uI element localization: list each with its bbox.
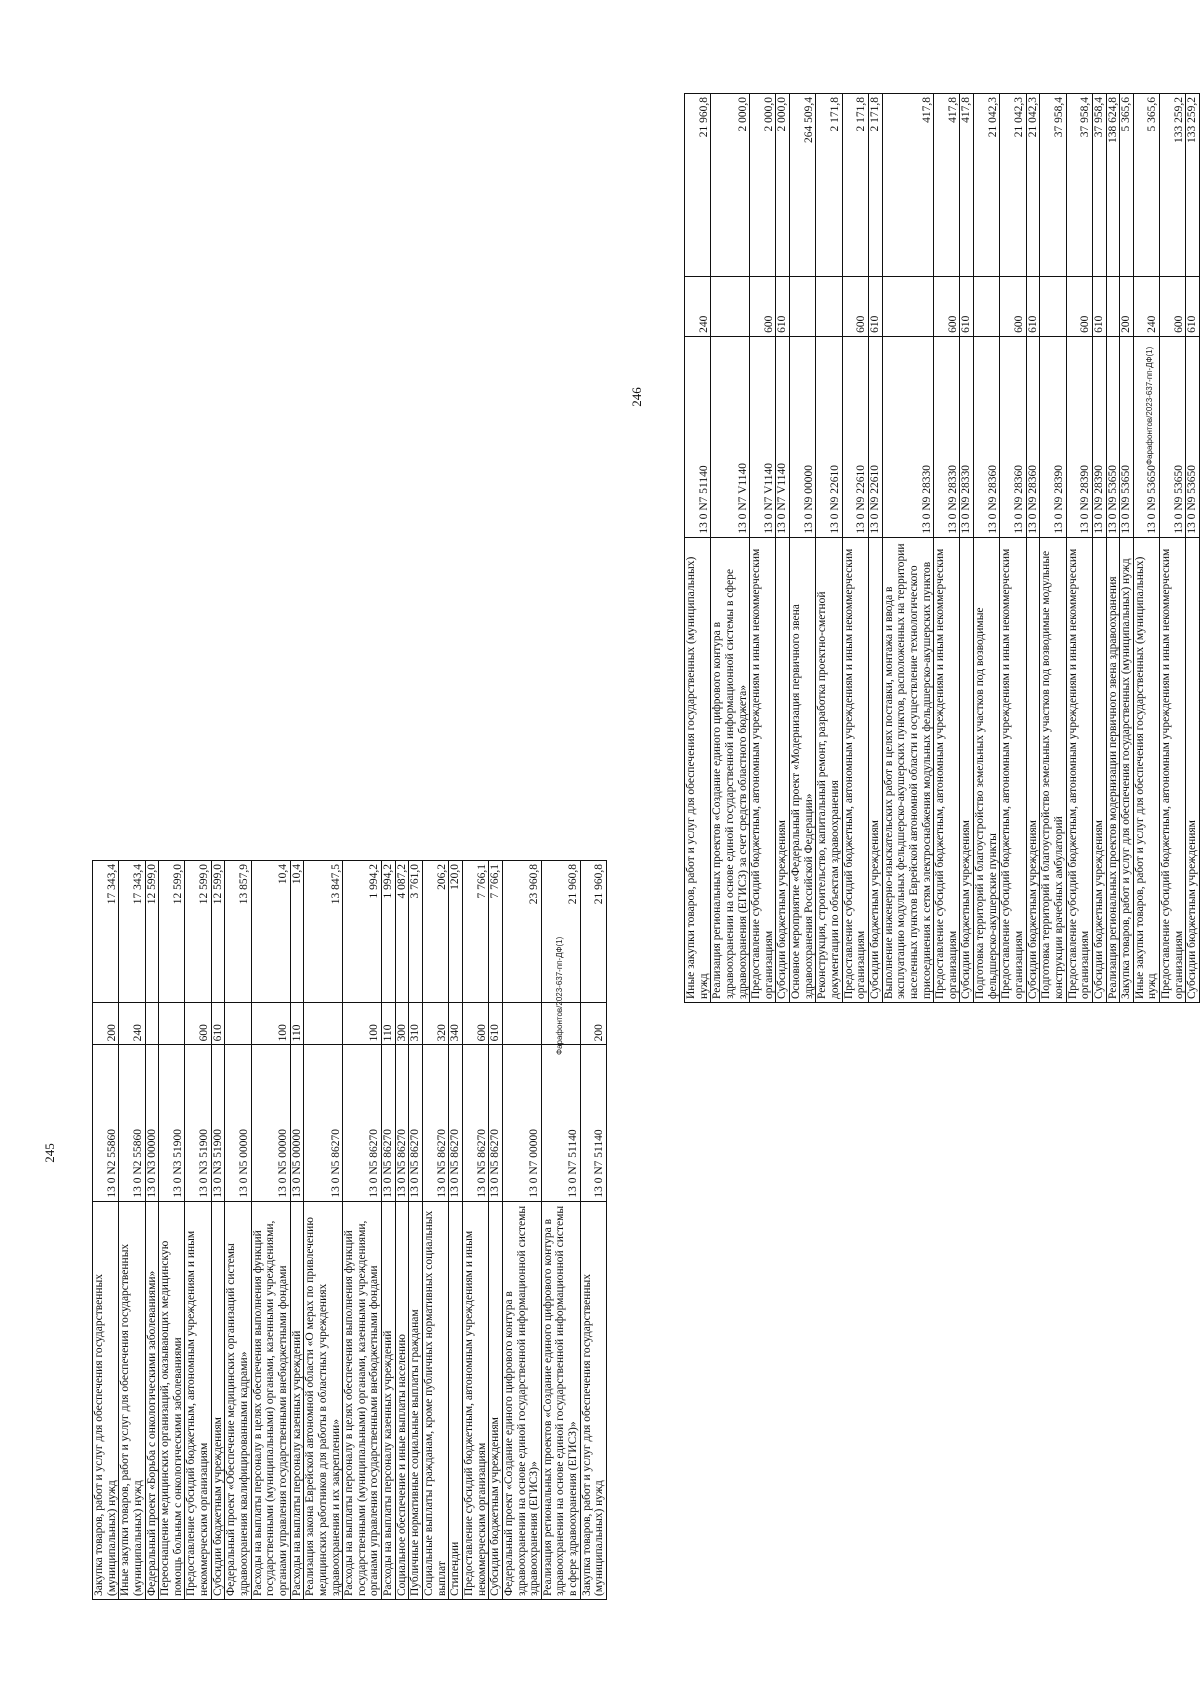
row-sum-cell: 2 000,0 xyxy=(711,94,750,277)
row-vr-cell: 100 xyxy=(251,1003,290,1045)
row-vr-cell xyxy=(304,1003,343,1045)
row-code-cell: 13 0 N3 00000 xyxy=(145,1045,159,1201)
row-sum-cell: 37 958,4 xyxy=(1040,94,1066,277)
row-name-cell: Предоставление субсидий бюджетным, автономным учреждениям и иным некоммерческим организациям xyxy=(934,537,960,1002)
table-row xyxy=(1120,94,1134,1003)
table-row xyxy=(225,861,251,1600)
row-code-cell: 13 0 N9 28390 xyxy=(1092,336,1106,537)
table-row xyxy=(776,94,790,1003)
row-sum-cell: 120,0 xyxy=(449,861,463,1003)
row-code-cell: 13 0 N9 53650 xyxy=(1120,336,1134,537)
row-code-cell: 13 0 N9 28390 xyxy=(1040,336,1066,537)
table-row xyxy=(304,861,343,1600)
table-row xyxy=(93,861,119,1600)
row-vr-cell xyxy=(882,277,934,337)
row-code-cell: 13 0 N9 28360 xyxy=(1026,336,1040,537)
row-name-cell: Расходы на выплаты персоналу в целях обеспечения выполнения функций государственными (муниципальными) органами, казенными учреждениями, органами управления государственными внебюджетными фондами xyxy=(343,1201,382,1599)
row-sum-cell: 23 960,8 xyxy=(502,861,541,1003)
row-sum-cell: 10,4 xyxy=(290,861,304,1003)
row-sum-cell: 206,2 xyxy=(423,861,449,1003)
row-name-cell: Предоставление субсидий бюджетным, автономным учреждениям и иным некоммерческим организациям xyxy=(750,537,776,1002)
row-sum-cell: 21 960,8 xyxy=(541,861,580,1003)
row-code-cell: 13 0 N9 22610 xyxy=(816,336,842,537)
row-code-cell: 13 0 N2 55860 xyxy=(93,1045,119,1201)
budget-table-left-body xyxy=(93,861,607,1600)
row-code-cell: 13 0 N9 28360 xyxy=(1000,336,1026,537)
row-name-cell: Субсидии бюджетным учреждениям xyxy=(211,1201,225,1599)
row-code-cell: 13 0 N5 00000 xyxy=(251,1045,290,1201)
row-code-cell: 13 0 N9 22610 xyxy=(868,336,882,537)
row-code-cell: 13 0 N5 86270 xyxy=(304,1045,343,1201)
row-vr-cell xyxy=(790,277,816,337)
row-vr-cell: 610 xyxy=(1186,277,1200,337)
row-name-cell: Субсидии бюджетным учреждениям xyxy=(1026,537,1040,1002)
table-row xyxy=(934,94,960,1003)
row-sum-cell: 138 624,8 xyxy=(1106,94,1120,277)
row-name-cell: Закупка товаров, работ и услуг для обеспечения государственных (муниципальных) нужд xyxy=(1120,537,1134,1002)
table-row xyxy=(382,861,396,1600)
row-vr-cell: 600 xyxy=(750,277,776,337)
row-name-cell: Реализация региональных проектов «Создание единого цифрового контура в здравоохранении на основе единой государственной информационной системы в сфере здравоохранения (ЕГИСЗ) за счет средств областного бюджета» xyxy=(711,537,750,1002)
table-row xyxy=(842,94,868,1003)
row-vr-cell: 320 xyxy=(423,1003,449,1045)
table-row xyxy=(119,861,145,1600)
row-sum-cell: 7 766,1 xyxy=(489,861,503,1003)
row-name-cell: Социальное обеспечение и иные выплаты населению xyxy=(395,1201,409,1599)
table-row xyxy=(580,861,606,1600)
budget-table-right-body xyxy=(685,94,1200,1003)
row-code-cell: 13 0 N9 28330 xyxy=(960,336,974,537)
row-vr-cell: 110 xyxy=(382,1003,396,1045)
row-vr-cell: 610 xyxy=(1092,277,1106,337)
table-row xyxy=(882,94,934,1003)
row-code-cell: 13 0 N7 51140 xyxy=(685,336,711,537)
row-sum-cell: 2 171,8 xyxy=(816,94,842,277)
table-row xyxy=(211,861,225,1600)
row-name-cell: Предоставление субсидий бюджетным, автономным учреждениям и иным некоммерческим организациям xyxy=(1160,537,1186,1002)
row-vr-cell: 200 xyxy=(580,1003,606,1045)
table-row xyxy=(1000,94,1026,1003)
row-sum-cell: 12 599,0 xyxy=(185,861,211,1003)
row-name-cell: Предоставление субсидий бюджетным, автономным учреждениям и иным некоммерческим организациям xyxy=(1000,537,1026,1002)
row-sum-cell: 21 042,3 xyxy=(974,94,1000,277)
row-name-cell: Расходы на выплаты персоналу казенных учреждений xyxy=(290,1201,304,1599)
row-name-cell: Переоснащение медицинских организаций, оказывающих медицинскую помощь больным с онкологическими заболеваниями xyxy=(159,1201,185,1599)
row-code-cell: 13 0 N5 86270 xyxy=(343,1045,382,1201)
row-name-cell: Закупка товаров, работ и услуг для обеспечения государственных (муниципальных) нужд xyxy=(93,1201,119,1599)
row-vr-cell: 610 xyxy=(211,1003,225,1045)
row-vr-cell: 610 xyxy=(1026,277,1040,337)
table-row xyxy=(159,861,185,1600)
table-row xyxy=(960,94,974,1003)
row-sum-cell: 133 259,2 xyxy=(1186,94,1200,277)
table-row xyxy=(449,861,463,1600)
row-name-cell: Стипендии xyxy=(449,1201,463,1599)
row-name-cell: Предоставление субсидий бюджетным, автономным учреждениям и иным некоммерческим организациям xyxy=(185,1201,211,1599)
row-code-cell: 13 0 N9 53650 xyxy=(1106,336,1120,537)
row-vr-cell: 600 xyxy=(185,1003,211,1045)
row-code-cell: 13 0 N9 28360 xyxy=(974,336,1000,537)
row-sum-cell: 1 994,2 xyxy=(343,861,382,1003)
row-code-cell: 13 0 N7 V1140 xyxy=(776,336,790,537)
row-sum-cell: 2 000,0 xyxy=(776,94,790,277)
row-name-cell: Публичные нормативные социальные выплаты гражданам xyxy=(409,1201,423,1599)
row-code-cell: 13 0 N3 51900 xyxy=(159,1045,185,1201)
row-name-cell: Федеральный проект «Создание единого цифрового контура в здравоохранении на основе единой государственной информационной системы здравоохранения (ЕГИСЗ)» xyxy=(502,1201,541,1599)
row-sum-cell: 21 960,8 xyxy=(685,94,711,277)
table-row xyxy=(395,861,409,1600)
row-code-cell: 13 0 N3 51900 xyxy=(185,1045,211,1201)
row-vr-cell xyxy=(816,277,842,337)
row-sum-cell: 2 171,8 xyxy=(868,94,882,277)
row-sum-cell: 13 857,9 xyxy=(225,861,251,1003)
row-sum-cell: 2 000,0 xyxy=(750,94,776,277)
row-vr-cell: 200 xyxy=(93,1003,119,1045)
row-code-cell: 13 0 N2 55860 xyxy=(119,1045,145,1201)
row-name-cell: Подготовка территорий и благоустройство земельных участков под возводимые фельдшерско-акушерские пункты xyxy=(974,537,1000,1002)
page-number-246: 246 xyxy=(628,387,644,407)
row-vr-cell: 600 xyxy=(934,277,960,337)
row-code-cell: 13 0 N7 00000 xyxy=(502,1045,541,1201)
row-vr-cell xyxy=(159,1003,185,1045)
row-sum-cell: 417,8 xyxy=(882,94,934,277)
row-sum-cell: 264 509,4 xyxy=(790,94,816,277)
table-row xyxy=(1160,94,1186,1003)
row-name-cell: Реализация региональных проектов модернизации первичного звена здравоохранения xyxy=(1106,537,1120,1002)
row-sum-cell: 2 171,8 xyxy=(842,94,868,277)
footer-left: Фарафонтов/2023-637-пп-ДФ(1) xyxy=(555,936,564,1055)
row-name-cell: Субсидии бюджетным учреждениям xyxy=(489,1201,503,1599)
table-row xyxy=(868,94,882,1003)
table-row xyxy=(409,861,423,1600)
row-name-cell: Расходы на выплаты персоналу казенных учреждений xyxy=(382,1201,396,1599)
table-row xyxy=(290,861,304,1600)
table-row xyxy=(1026,94,1040,1003)
row-vr-cell: 610 xyxy=(868,277,882,337)
row-vr-cell: 610 xyxy=(960,277,974,337)
row-vr-cell: 240 xyxy=(1133,277,1159,337)
table-row xyxy=(502,861,541,1600)
row-code-cell: 13 0 N9 53650 xyxy=(1133,336,1159,537)
row-name-cell: Федеральный проект «Обеспечение медицинских организаций системы здравоохранения квалифицированными кадрами» xyxy=(225,1201,251,1599)
row-vr-cell: 240 xyxy=(119,1003,145,1045)
row-vr-cell xyxy=(1106,277,1120,337)
row-vr-cell: 600 xyxy=(1160,277,1186,337)
row-vr-cell: 340 xyxy=(449,1003,463,1045)
table-row xyxy=(711,94,750,1003)
table-row xyxy=(489,861,503,1600)
row-name-cell: Иные закупки товаров, работ и услуг для обеспечения государственных (муниципальных) нужд xyxy=(685,537,711,1002)
row-code-cell: 13 0 N7 51140 xyxy=(541,1045,580,1201)
table-row xyxy=(343,861,382,1600)
row-vr-cell xyxy=(974,277,1000,337)
table-row xyxy=(251,861,290,1600)
row-code-cell: 13 0 N5 86270 xyxy=(489,1045,503,1201)
row-sum-cell: 13 847,5 xyxy=(304,861,343,1003)
row-vr-cell: 200 xyxy=(1120,277,1134,337)
row-vr-cell: 600 xyxy=(842,277,868,337)
row-code-cell: 13 0 N5 00000 xyxy=(225,1045,251,1201)
row-sum-cell: 5 365,6 xyxy=(1120,94,1134,277)
page-number-245: 245 xyxy=(41,1143,57,1163)
row-name-cell: Подготовка территорий и благоустройство земельных участков под возводимые модульные конструкции врачебных амбулаторий xyxy=(1040,537,1066,1002)
table-row xyxy=(462,861,488,1600)
row-vr-cell: 240 xyxy=(685,277,711,337)
row-name-cell: Федеральный проект «Борьба с онкологическими заболеваниями» xyxy=(145,1201,159,1599)
row-code-cell: 13 0 N9 28330 xyxy=(934,336,960,537)
table-row xyxy=(1040,94,1066,1003)
row-sum-cell: 7 766,1 xyxy=(462,861,488,1003)
row-name-cell: Выполнение инженерно-изыскательских работ в целях поставки, монтажа и ввода в эксплуатацию модульных фельдшерско-акушерских пунктов, расположенных на территории населенных пунктов Еврейской автономной области и осуществление технологического присоединения к сетям электроснабжения модульных фельдшерско-акушерских пунктов xyxy=(882,537,934,1002)
row-code-cell: 13 0 N9 28390 xyxy=(1066,336,1092,537)
table-row xyxy=(1106,94,1120,1003)
table-row xyxy=(185,861,211,1600)
table-row xyxy=(1133,94,1159,1003)
row-name-cell: Реализация закона Еврейской автономной области «О мерах по привлечению медицинских работников для работы в областных учреждениях здравоохранения и их закреплении» xyxy=(304,1201,343,1599)
row-code-cell: 13 0 N9 28330 xyxy=(882,336,934,537)
row-code-cell: 13 0 N7 V1140 xyxy=(711,336,750,537)
row-sum-cell: 10,4 xyxy=(251,861,290,1003)
table-row xyxy=(685,94,711,1003)
table-row xyxy=(1066,94,1092,1003)
row-sum-cell: 5 365,6 xyxy=(1133,94,1159,277)
row-sum-cell: 12 599,0 xyxy=(211,861,225,1003)
row-code-cell: 13 0 N7 51140 xyxy=(580,1045,606,1201)
row-code-cell: 13 0 N7 V1140 xyxy=(750,336,776,537)
row-code-cell: 13 0 N5 86270 xyxy=(423,1045,449,1201)
table-row xyxy=(1186,94,1200,1003)
table-row xyxy=(1092,94,1106,1003)
table-row xyxy=(750,94,776,1003)
row-name-cell: Реконструкция, строительство, капитальный ремонт, разработка проектно-сметной документации по объектам здравоохранения xyxy=(816,537,842,1002)
row-sum-cell: 417,8 xyxy=(934,94,960,277)
row-name-cell: Субсидии бюджетным учреждениям xyxy=(776,537,790,1002)
row-vr-cell: 610 xyxy=(489,1003,503,1045)
row-vr-cell: 310 xyxy=(409,1003,423,1045)
row-sum-cell: 4 087,2 xyxy=(395,861,409,1003)
row-vr-cell: 600 xyxy=(462,1003,488,1045)
row-code-cell: 13 0 N5 86270 xyxy=(449,1045,463,1201)
row-code-cell: 13 0 N9 00000 xyxy=(790,336,816,537)
row-sum-cell: 21 042,3 xyxy=(1000,94,1026,277)
row-name-cell: Реализация региональных проектов «Создание единого цифрового контура в здравоохранении на основе единой государственной информационной системы в сфере здравоохранения (ЕГИСЗ)» xyxy=(541,1201,580,1599)
row-sum-cell: 133 259,2 xyxy=(1160,94,1186,277)
row-vr-cell xyxy=(1040,277,1066,337)
row-sum-cell: 12 599,0 xyxy=(159,861,185,1003)
row-code-cell: 13 0 N5 86270 xyxy=(395,1045,409,1201)
row-code-cell: 13 0 N5 86270 xyxy=(382,1045,396,1201)
row-sum-cell: 17 343,4 xyxy=(93,861,119,1003)
row-code-cell: 13 0 N3 51900 xyxy=(211,1045,225,1201)
row-name-cell: Субсидии бюджетным учреждениям xyxy=(868,537,882,1002)
row-vr-cell: 600 xyxy=(1066,277,1092,337)
row-name-cell: Предоставление субсидий бюджетным, автономным учреждениям и иным некоммерческим организациям xyxy=(462,1201,488,1599)
footer-right: Фарафонтов/2023-637-пп-ДФ(1) xyxy=(1145,346,1154,465)
row-name-cell: Социальные выплаты гражданам, кроме публичных нормативных социальных выплат xyxy=(423,1201,449,1599)
row-vr-cell: 600 xyxy=(1000,277,1026,337)
row-code-cell: 13 0 N5 86270 xyxy=(409,1045,423,1201)
table-row xyxy=(790,94,816,1003)
row-sum-cell: 3 761,0 xyxy=(409,861,423,1003)
row-sum-cell: 21 960,8 xyxy=(580,861,606,1003)
row-code-cell: 13 0 N5 00000 xyxy=(290,1045,304,1201)
row-name-cell: Расходы на выплаты персоналу в целях обеспечения выполнения функций государственными (муниципальными) органами, казенными учреждениями, органами управления государственными внебюджетными фондами xyxy=(251,1201,290,1599)
row-sum-cell: 1 994,2 xyxy=(382,861,396,1003)
row-vr-cell xyxy=(711,277,750,337)
table-row xyxy=(423,861,449,1600)
row-vr-cell xyxy=(225,1003,251,1045)
row-sum-cell: 37 958,4 xyxy=(1066,94,1092,277)
row-name-cell: Основное мероприятие «Федеральный проект «Модернизация первичного звена здравоохранения Российской Федерации» xyxy=(790,537,816,1002)
row-name-cell: Предоставление субсидий бюджетным, автономным учреждениям и иным некоммерческим организациям xyxy=(842,537,868,1002)
table-row xyxy=(974,94,1000,1003)
row-name-cell: Закупка товаров, работ и услуг для обеспечения государственных (муниципальных) нужд xyxy=(580,1201,606,1599)
table-row xyxy=(145,861,159,1600)
row-code-cell: 13 0 N9 22610 xyxy=(842,336,868,537)
row-sum-cell: 17 343,4 xyxy=(119,861,145,1003)
row-code-cell: 13 0 N9 53650 xyxy=(1160,336,1186,537)
row-name-cell: Предоставление субсидий бюджетным, автономным учреждениям и иным некоммерческим организациям xyxy=(1066,537,1092,1002)
right-page-table-area xyxy=(684,93,1200,1003)
budget-table-left xyxy=(92,860,607,1600)
row-vr-cell: 100 xyxy=(343,1003,382,1045)
table-row xyxy=(816,94,842,1003)
row-code-cell: 13 0 N5 86270 xyxy=(462,1045,488,1201)
row-vr-cell xyxy=(145,1003,159,1045)
row-vr-cell: 610 xyxy=(776,277,790,337)
row-name-cell: Субсидии бюджетным учреждениям xyxy=(1092,537,1106,1002)
row-code-cell: 13 0 N9 53650 xyxy=(1186,336,1200,537)
budget-table-right xyxy=(684,93,1200,1003)
row-sum-cell: 417,8 xyxy=(960,94,974,277)
row-name-cell: Иные закупки товаров, работ и услуг для обеспечения государственных (муниципальных) нужд xyxy=(119,1201,145,1599)
row-vr-cell: 110 xyxy=(290,1003,304,1045)
row-name-cell: Иные закупки товаров, работ и услуг для обеспечения государственных (муниципальных) нужд xyxy=(1133,537,1159,1002)
row-sum-cell: 37 958,4 xyxy=(1092,94,1106,277)
row-sum-cell: 21 042,3 xyxy=(1026,94,1040,277)
row-vr-cell: 300 xyxy=(395,1003,409,1045)
row-name-cell: Субсидии бюджетным учреждениям xyxy=(960,537,974,1002)
row-vr-cell xyxy=(502,1003,541,1045)
row-name-cell: Субсидии бюджетным учреждениям xyxy=(1186,537,1200,1002)
row-sum-cell: 12 599,0 xyxy=(145,861,159,1003)
